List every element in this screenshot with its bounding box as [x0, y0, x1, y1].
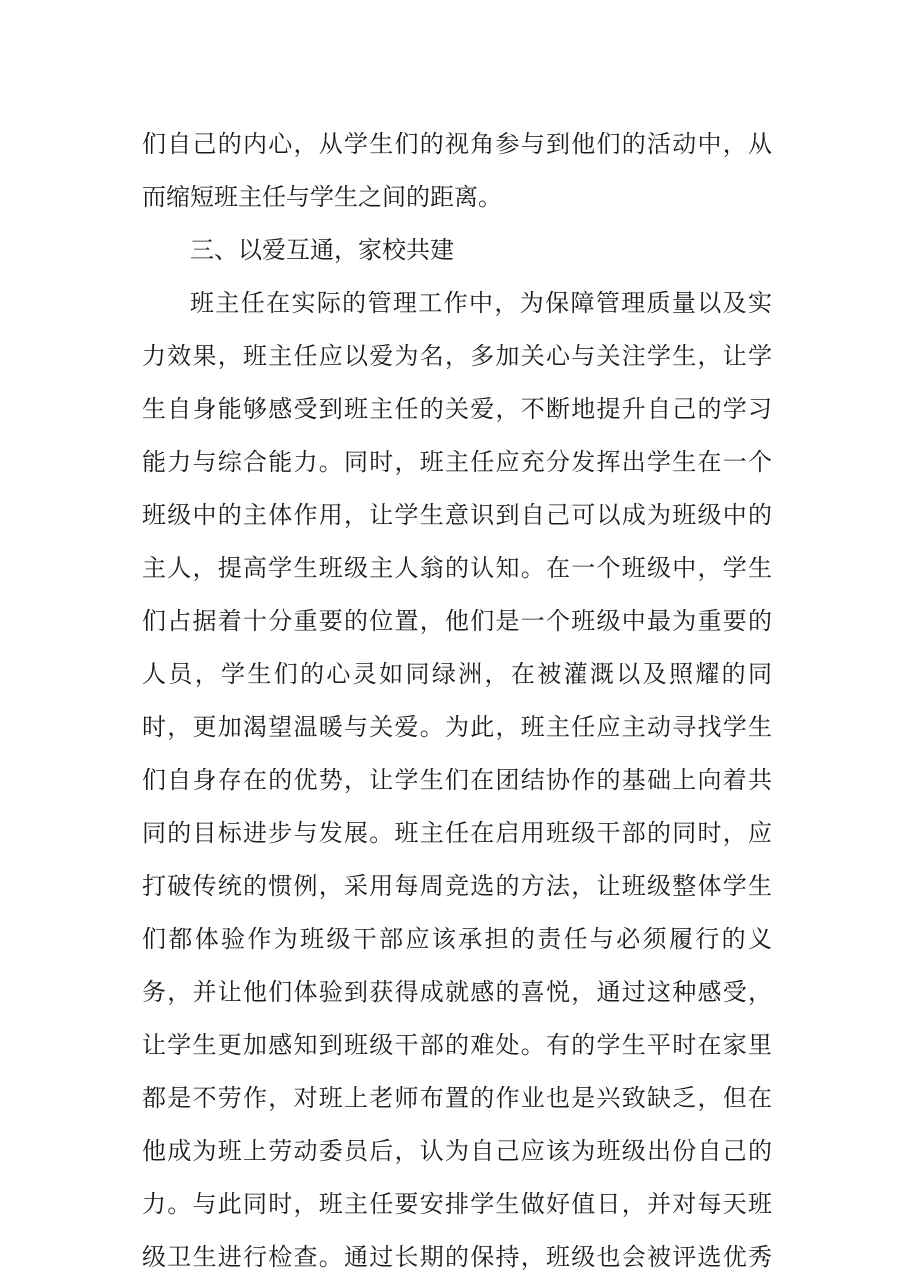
text-line: 班级中的主体作用，让学生意识到自己可以成为班级中的 [142, 501, 772, 529]
text-line: 同的目标进步与发展。班主任在启用班级干部的同时，应 [142, 819, 772, 847]
text-line: 人员，学生们的心灵如同绿洲，在被灌溉以及照耀的同 [142, 660, 772, 688]
text-line: 们占据着十分重要的位置，他们是一个班级中最为重要的 [142, 607, 772, 635]
text-line: 务，并让他们体验到获得成就感的喜悦，通过这种感受， [142, 978, 772, 1006]
text-line: 力。与此同时，班主任要安排学生做好值日，并对每天班 [142, 1190, 772, 1218]
text-line: 们自己的内心，从学生们的视角参与到他们的活动中，从 [142, 130, 772, 158]
text-line: 们都体验作为班级干部应该承担的责任与必须履行的义 [142, 925, 772, 953]
text-line: 生自身能够感受到班主任的关爱，不断地提升自己的学习 [142, 395, 772, 423]
text-line: 能力与综合能力。同时，班主任应充分发挥出学生在一个 [142, 448, 772, 476]
text-line: 班主任在实际的管理工作中，为保障管理质量以及实 [190, 289, 772, 317]
text-line: 让学生更加感知到班级干部的难处。有的学生平时在家里 [142, 1031, 772, 1059]
text-line: 主人，提高学生班级主人翁的认知。在一个班级中，学生 [142, 554, 772, 582]
text-line: 时，更加渴望温暖与关爱。为此，班主任应主动寻找学生 [142, 713, 772, 741]
text-line: 们自身存在的优势，让学生们在团结协作的基础上向着共 [142, 766, 772, 794]
section-heading: 三、以爱互通，家校共建 [190, 236, 454, 264]
text-line: 力效果，班主任应以爱为名，多加关心与关注学生，让学 [142, 342, 772, 370]
text-line: 级卫生进行检查。通过长期的保持，班级也会被评选优秀 [142, 1243, 772, 1271]
text-line: 都是不劳作，对班上老师布置的作业也是兴致缺乏，但在 [142, 1084, 772, 1112]
body-text [142, 118, 772, 1284]
text-line: 他成为班上劳动委员后，认为自己应该为班级出份自己的 [142, 1137, 772, 1165]
text-line: 而缩短班主任与学生之间的距离。 [142, 183, 502, 211]
text-line: 打破传统的惯例，采用每周竞选的方法，让班级整体学生 [142, 872, 772, 900]
